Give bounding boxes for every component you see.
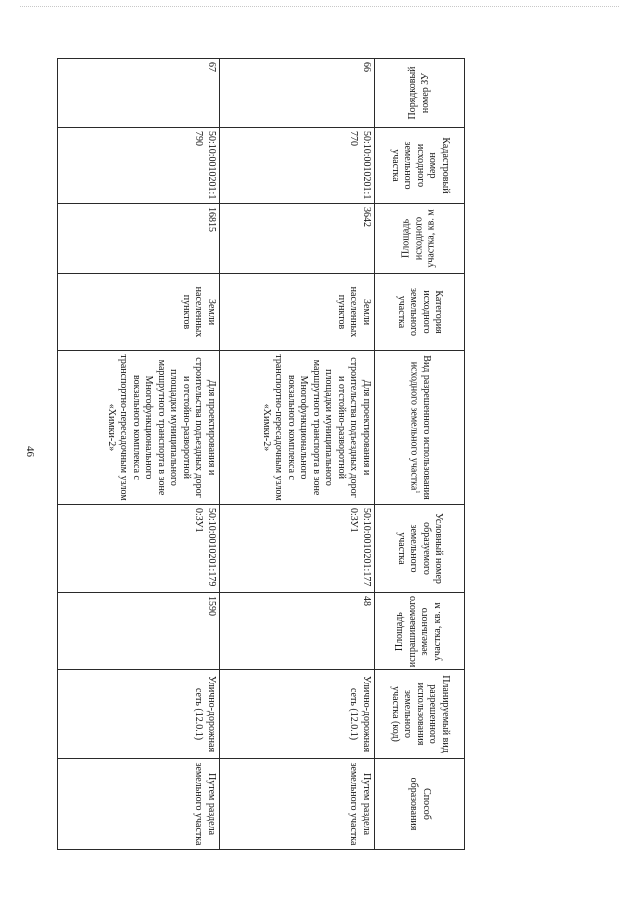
- cell-cad: 50:10:0010201:1790: [58, 128, 220, 204]
- cell-category: Земли населенных пунктов: [220, 274, 375, 351]
- cell-num: 66: [220, 59, 375, 128]
- cell-use-src: Для проектирования и строительства подъездных дорог и отстойно-разворотной площадки муниципального маршрутного транспорта в зоне Многофункционального вокзального комплекса с транспортно-пересадочным узлом «Химки-2»: [58, 351, 220, 505]
- land-plot-table-rotated: [58, 58, 465, 849]
- header-area-new-text: Площадь испрашиваемого земельного участка, кв. м: [394, 596, 443, 668]
- header-use-new: Планируемый вид разрешенного использования земельного участка (код): [375, 670, 465, 759]
- cell-cond-num: 50:10:0010201:1770:ЗУ1: [220, 505, 375, 593]
- cell-method: Путем раздела земельного участка: [220, 759, 375, 850]
- cell-cond-num: 50:10:0010201:1790:ЗУ1: [58, 505, 220, 593]
- header-area-new: [375, 593, 465, 670]
- cell-num: 67: [58, 59, 220, 128]
- cell-cad: 50:10:0010201:1770: [220, 128, 375, 204]
- cell-category: Земли населенных пунктов: [58, 274, 220, 351]
- page-number: 46: [24, 446, 36, 457]
- table-header-row: [375, 59, 465, 850]
- land-plot-table: [57, 58, 465, 850]
- header-area-src: [375, 204, 465, 274]
- header-cond-num: Условный номер образуемого земельного участка: [375, 505, 465, 593]
- cell-area-src: 3642: [220, 204, 375, 274]
- header-cad: Кадастровый номер исходного земельного участка: [375, 128, 465, 204]
- table-row: [58, 59, 220, 850]
- cell-use-new: Улично-дорожная сеть (12.0.1): [220, 670, 375, 759]
- header-num: [375, 59, 465, 128]
- cell-use-new: Улично-дорожная сеть (12.0.1): [58, 670, 220, 759]
- footnote-mark: 1: [413, 490, 420, 494]
- header-use-src: [375, 351, 465, 505]
- cell-area-new: 1590: [58, 593, 220, 670]
- table-row: [220, 59, 375, 850]
- cell-area-new: 48: [220, 593, 375, 670]
- scan-edge-line: [20, 6, 619, 7]
- header-category: Категория исходного земельного участка: [375, 274, 465, 351]
- header-use-src-text: Вид разрешенного использования исходного земельного участка: [408, 355, 433, 500]
- header-method: Способ образования: [375, 759, 465, 850]
- header-area-src-text: Площадь исходного участка, кв. м: [400, 209, 437, 268]
- cell-area-src: 16815: [58, 204, 220, 274]
- header-num-text: Порядковый номер ЗУ: [407, 66, 431, 120]
- cell-use-src: Для проектирования и строительства подъездных дорог и отстойно-разворотной площадки муниципального маршрутного транспорта в зоне Многофункционального вокзального комплекса с транспортно-пересадочным узлом «Химки-2»: [220, 351, 375, 505]
- cell-method: Путем раздела земельного участка: [58, 759, 220, 850]
